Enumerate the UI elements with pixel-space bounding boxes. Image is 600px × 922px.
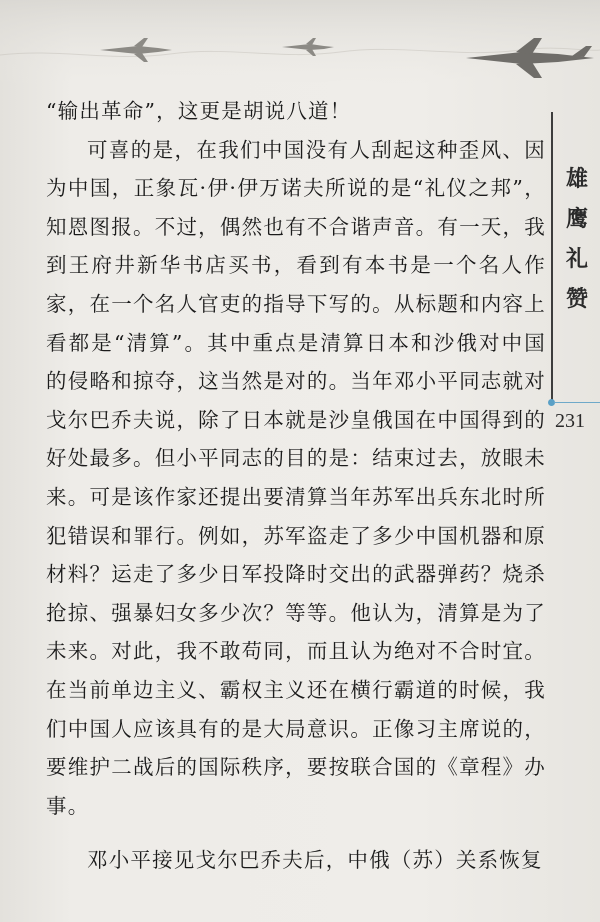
side-title-char: 鹰 — [565, 207, 588, 232]
paragraph-1: “输出革命”，这更是胡说八道！ — [46, 99, 352, 123]
page-number: 231 — [555, 410, 585, 432]
side-title-char: 赞 — [565, 287, 588, 312]
fighter-jet-icon — [280, 36, 336, 58]
margin-dot-line — [554, 402, 600, 403]
fighter-jet-icon — [462, 30, 600, 82]
main-text — [46, 92, 546, 880]
side-title-char: 雄 — [565, 167, 588, 192]
side-title-char: 礼 — [565, 247, 588, 272]
paragraph-3: 邓小平接见戈尔巴乔夫后，中俄（苏）关系恢复 — [87, 848, 543, 873]
margin-rule — [551, 112, 553, 404]
fighter-jet-icon — [98, 34, 178, 64]
paragraph-2: 可喜的是，在我们中国没有人刮起这种歪风、因为中国，正象瓦·伊·伊万诺夫所说的是“礼仪之邦”，知恩图报。不过，偶然也有不合谐声音。有一天，我到王府井新华书店买书，看到有本书是一个名人作家，在一个名人官吏的指导下写的。从标题和内容上看都是“清算”。其中重点是清算日本和沙俄对中国的侵略和掠夺，这当然是对的。当年邓小平同志就对戈尔巴乔夫说，除了日本就是沙皇俄国在中国得到的好处最多。但小平同志的目的是：结束过去，放眼未来。可是该作家还提出要清算当年苏军出兵东北时所犯错误和罪行。例如，苏军盗走了多少中国机器和原材料？运走了多少日军投降时交出的武器弹药？烧杀抢掠、强暴妇女多少次？等等。他认为，清算是为了未来。对此，我不敢苟同，而且认为绝对不合时宜。在当前单边主义、霸权主义还在横行霸道的时候，我们中国人应该具有的是大局意识。正像习主席说的，要维护二战后的国际秩序，要按联合国的《章程》办事。 — [46, 137, 546, 818]
chapter-side-title — [560, 160, 594, 320]
